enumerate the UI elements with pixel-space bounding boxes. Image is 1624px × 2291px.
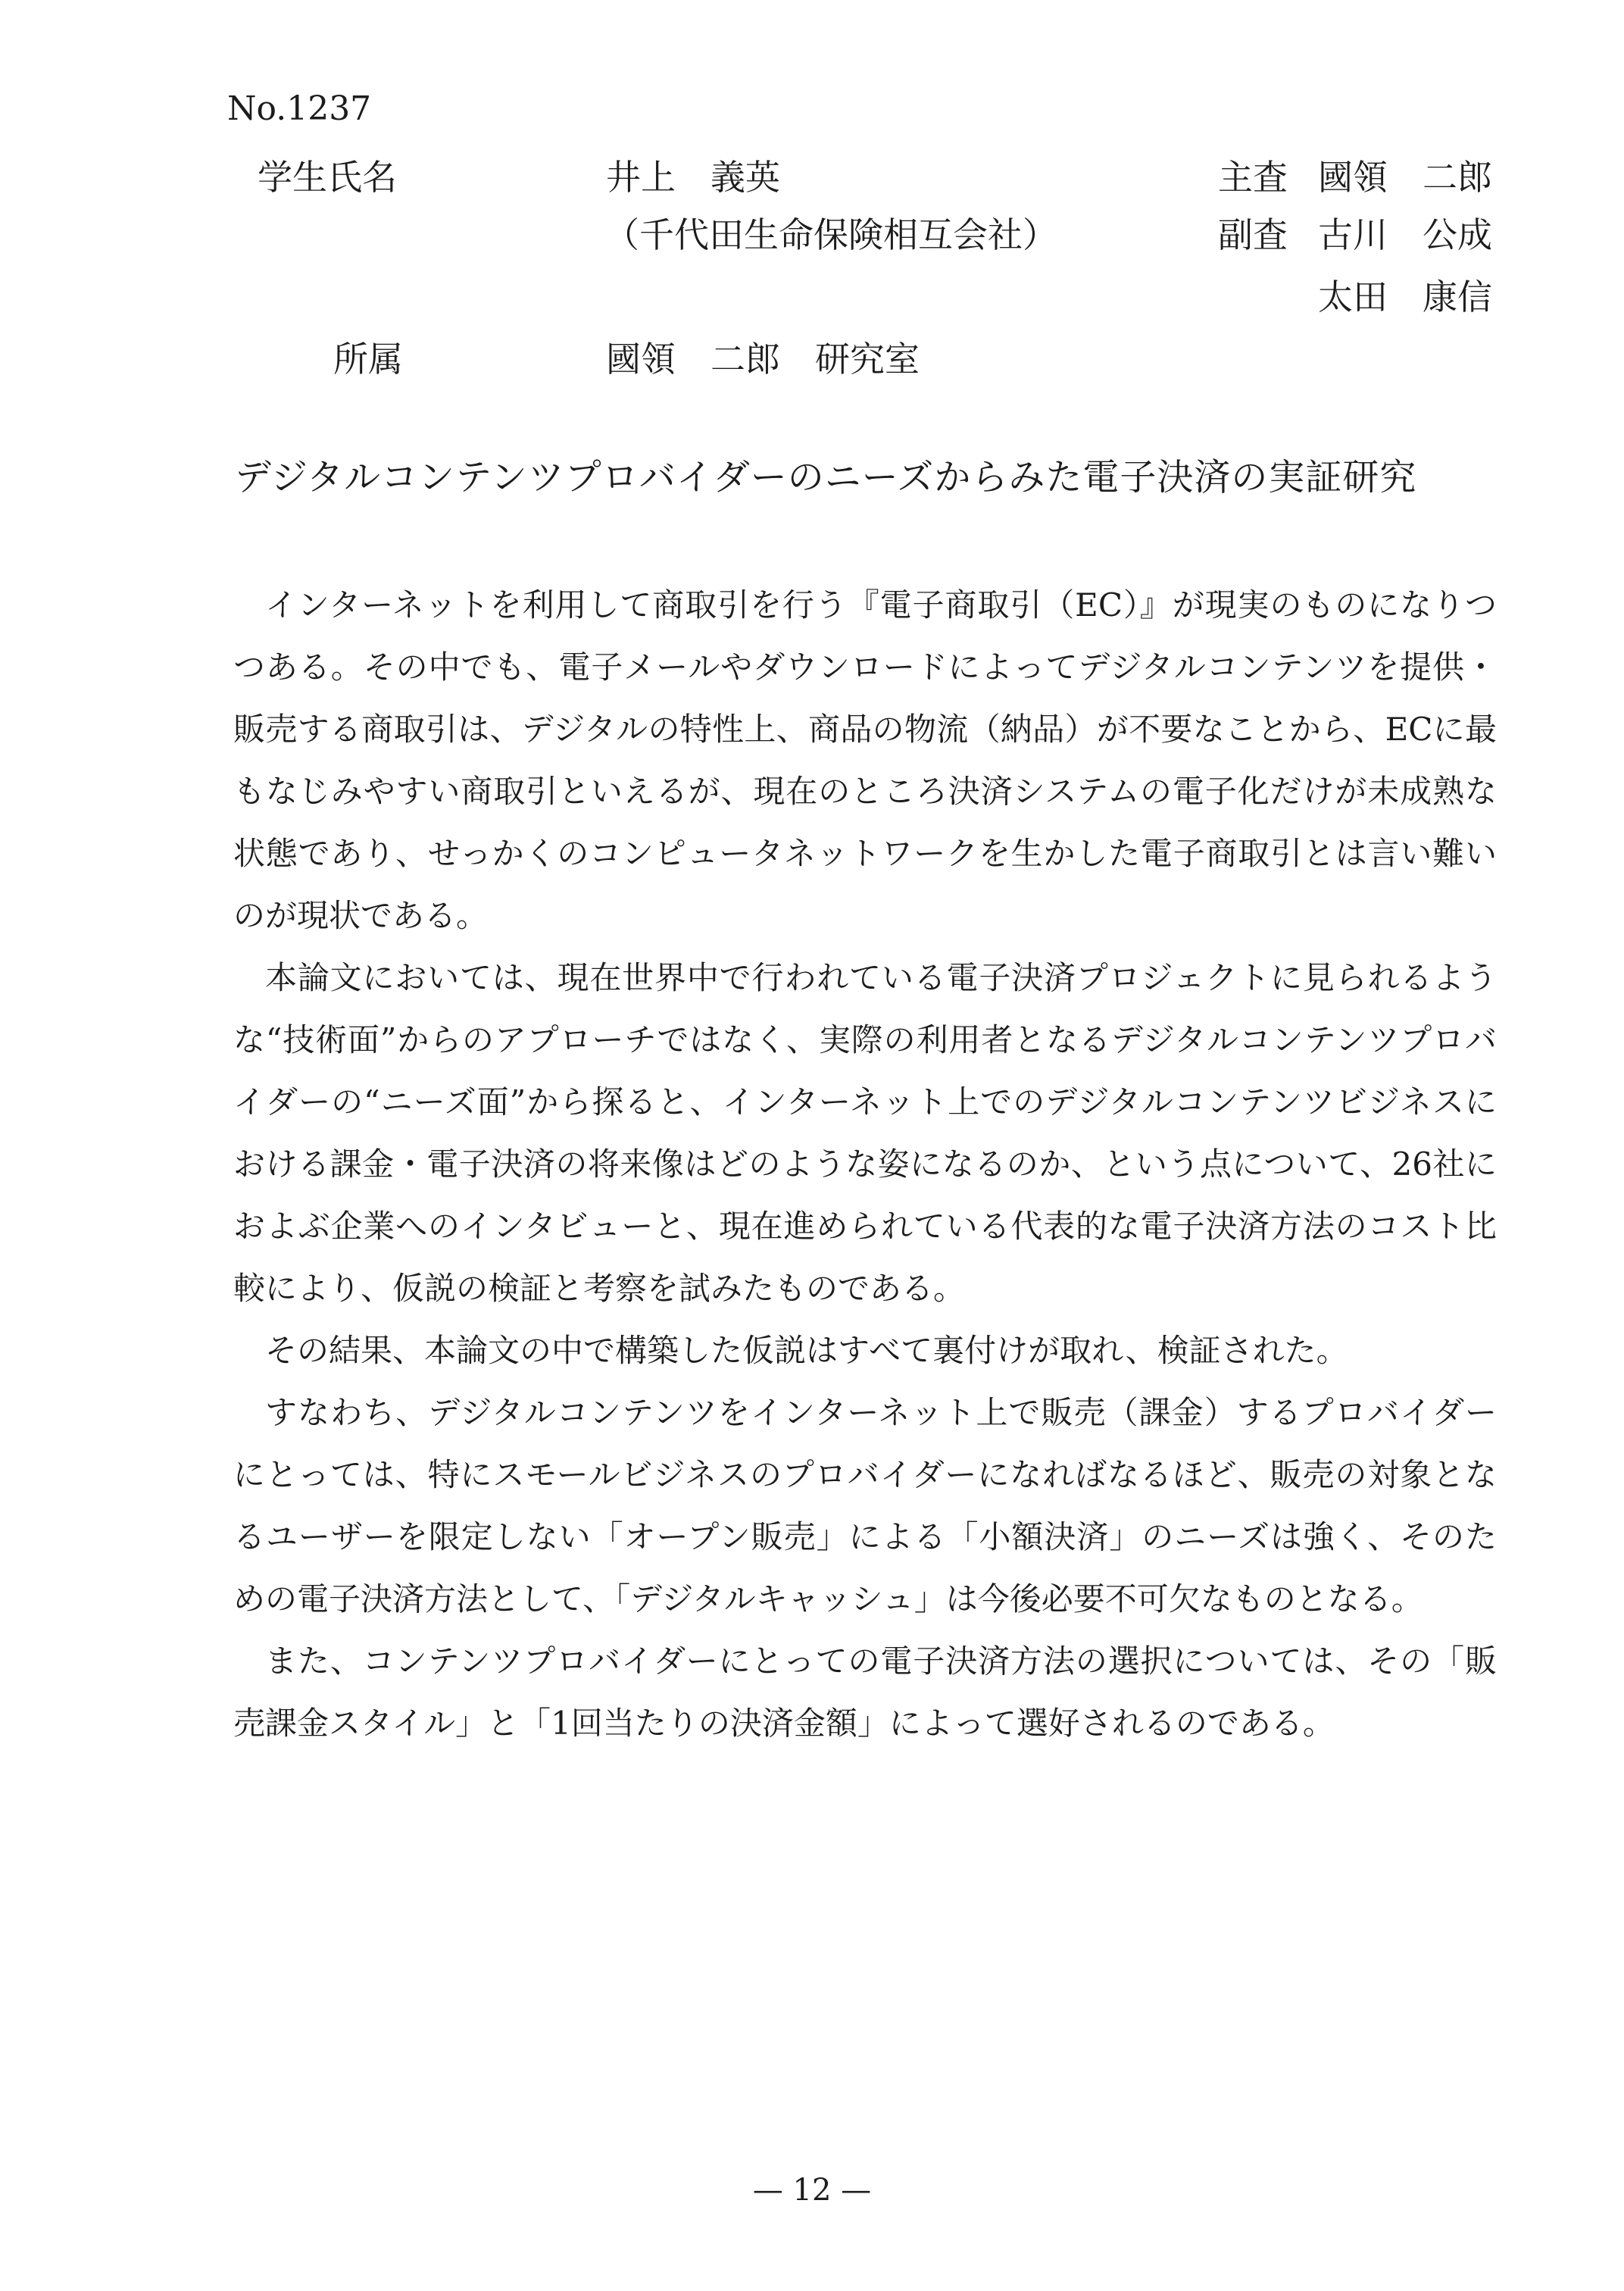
abstract-body	[233, 574, 1497, 1755]
abstract-paragraph: すなわち、デジタルコンテンツをインターネット上で販売（課金）するプロバイダーにとっては、特にスモールビジネスのプロバイダーになればなるほど、販売の対象となるユーザーを限定しない「オープン販売」による「小額決済」のニーズは強く、そのための電子決済方法として、「デジタルキャッシュ」は今後必要不可欠なものとなる。	[233, 1394, 1497, 1617]
page-number: — 12 —	[752, 2173, 872, 2208]
document-number: No.1237	[227, 89, 372, 128]
chief-examiner-name: 國領 二郎	[1318, 157, 1492, 198]
student-name: 井上 義英	[606, 157, 780, 198]
abstract-paragraph: また、コンテンツプロバイダーにとっての電子決済方法の選択については、その「販売課金スタイル」と「1回当たりの決済金額」によって選好されるのである。	[233, 1642, 1497, 1742]
affiliation-label: 所属	[333, 339, 403, 380]
abstract-paragraph: 本論文においては、現在世界中で行われている電子決済プロジェクトに見られるような“技術面”からのアプローチではなく、実際の利用者となるデジタルコンテンツプロバイダーの“ニーズ面”から探ると、インターネット上でのデジタルコンテンツビジネスにおける課金・電子決済の将来像はどのような姿になるのか、という点について、26社におよぶ企業へのインタビューと、現在進められている代表的な電子決済方法のコスト比較により、仮説の検証と考察を試みたものである。	[233, 959, 1497, 1307]
sub-examiner-role: 副査	[1218, 214, 1288, 255]
student-name-label: 学生氏名	[258, 157, 397, 198]
laboratory: 國領 二郎 研究室	[606, 339, 920, 380]
sub-examiner-name: 古川 公成	[1318, 214, 1492, 255]
abstract-paragraph: その結果、本論文の中で構築した仮説はすべて裏付けが取れ、検証された。	[265, 1332, 1348, 1369]
abstract-paragraph: インターネットを利用して商取引を行う『電子商取引（EC）』が現実のものになりつつある。その中でも、電子メールやダウンロードによってデジタルコンテンツを提供・販売する商取引は、デジタルの特性上、商品の物流（納品）が不要なことから、ECに最もなじみやすい商取引といえるが、現在のところ決済システムの電子化だけが未成熟な状態であり、せっかくのコンピュータネットワークを生かした電子商取引とは言い難いのが現状である。	[233, 586, 1497, 934]
student-company: （千代田生命保険相互会社）	[604, 214, 1057, 255]
thesis-title: デジタルコンテンツプロバイダーのニーズからみた電子決済の実証研究	[235, 456, 1417, 499]
chief-examiner-role: 主査	[1218, 157, 1288, 198]
sub-examiner-name-2: 太田 康信	[1318, 277, 1492, 317]
